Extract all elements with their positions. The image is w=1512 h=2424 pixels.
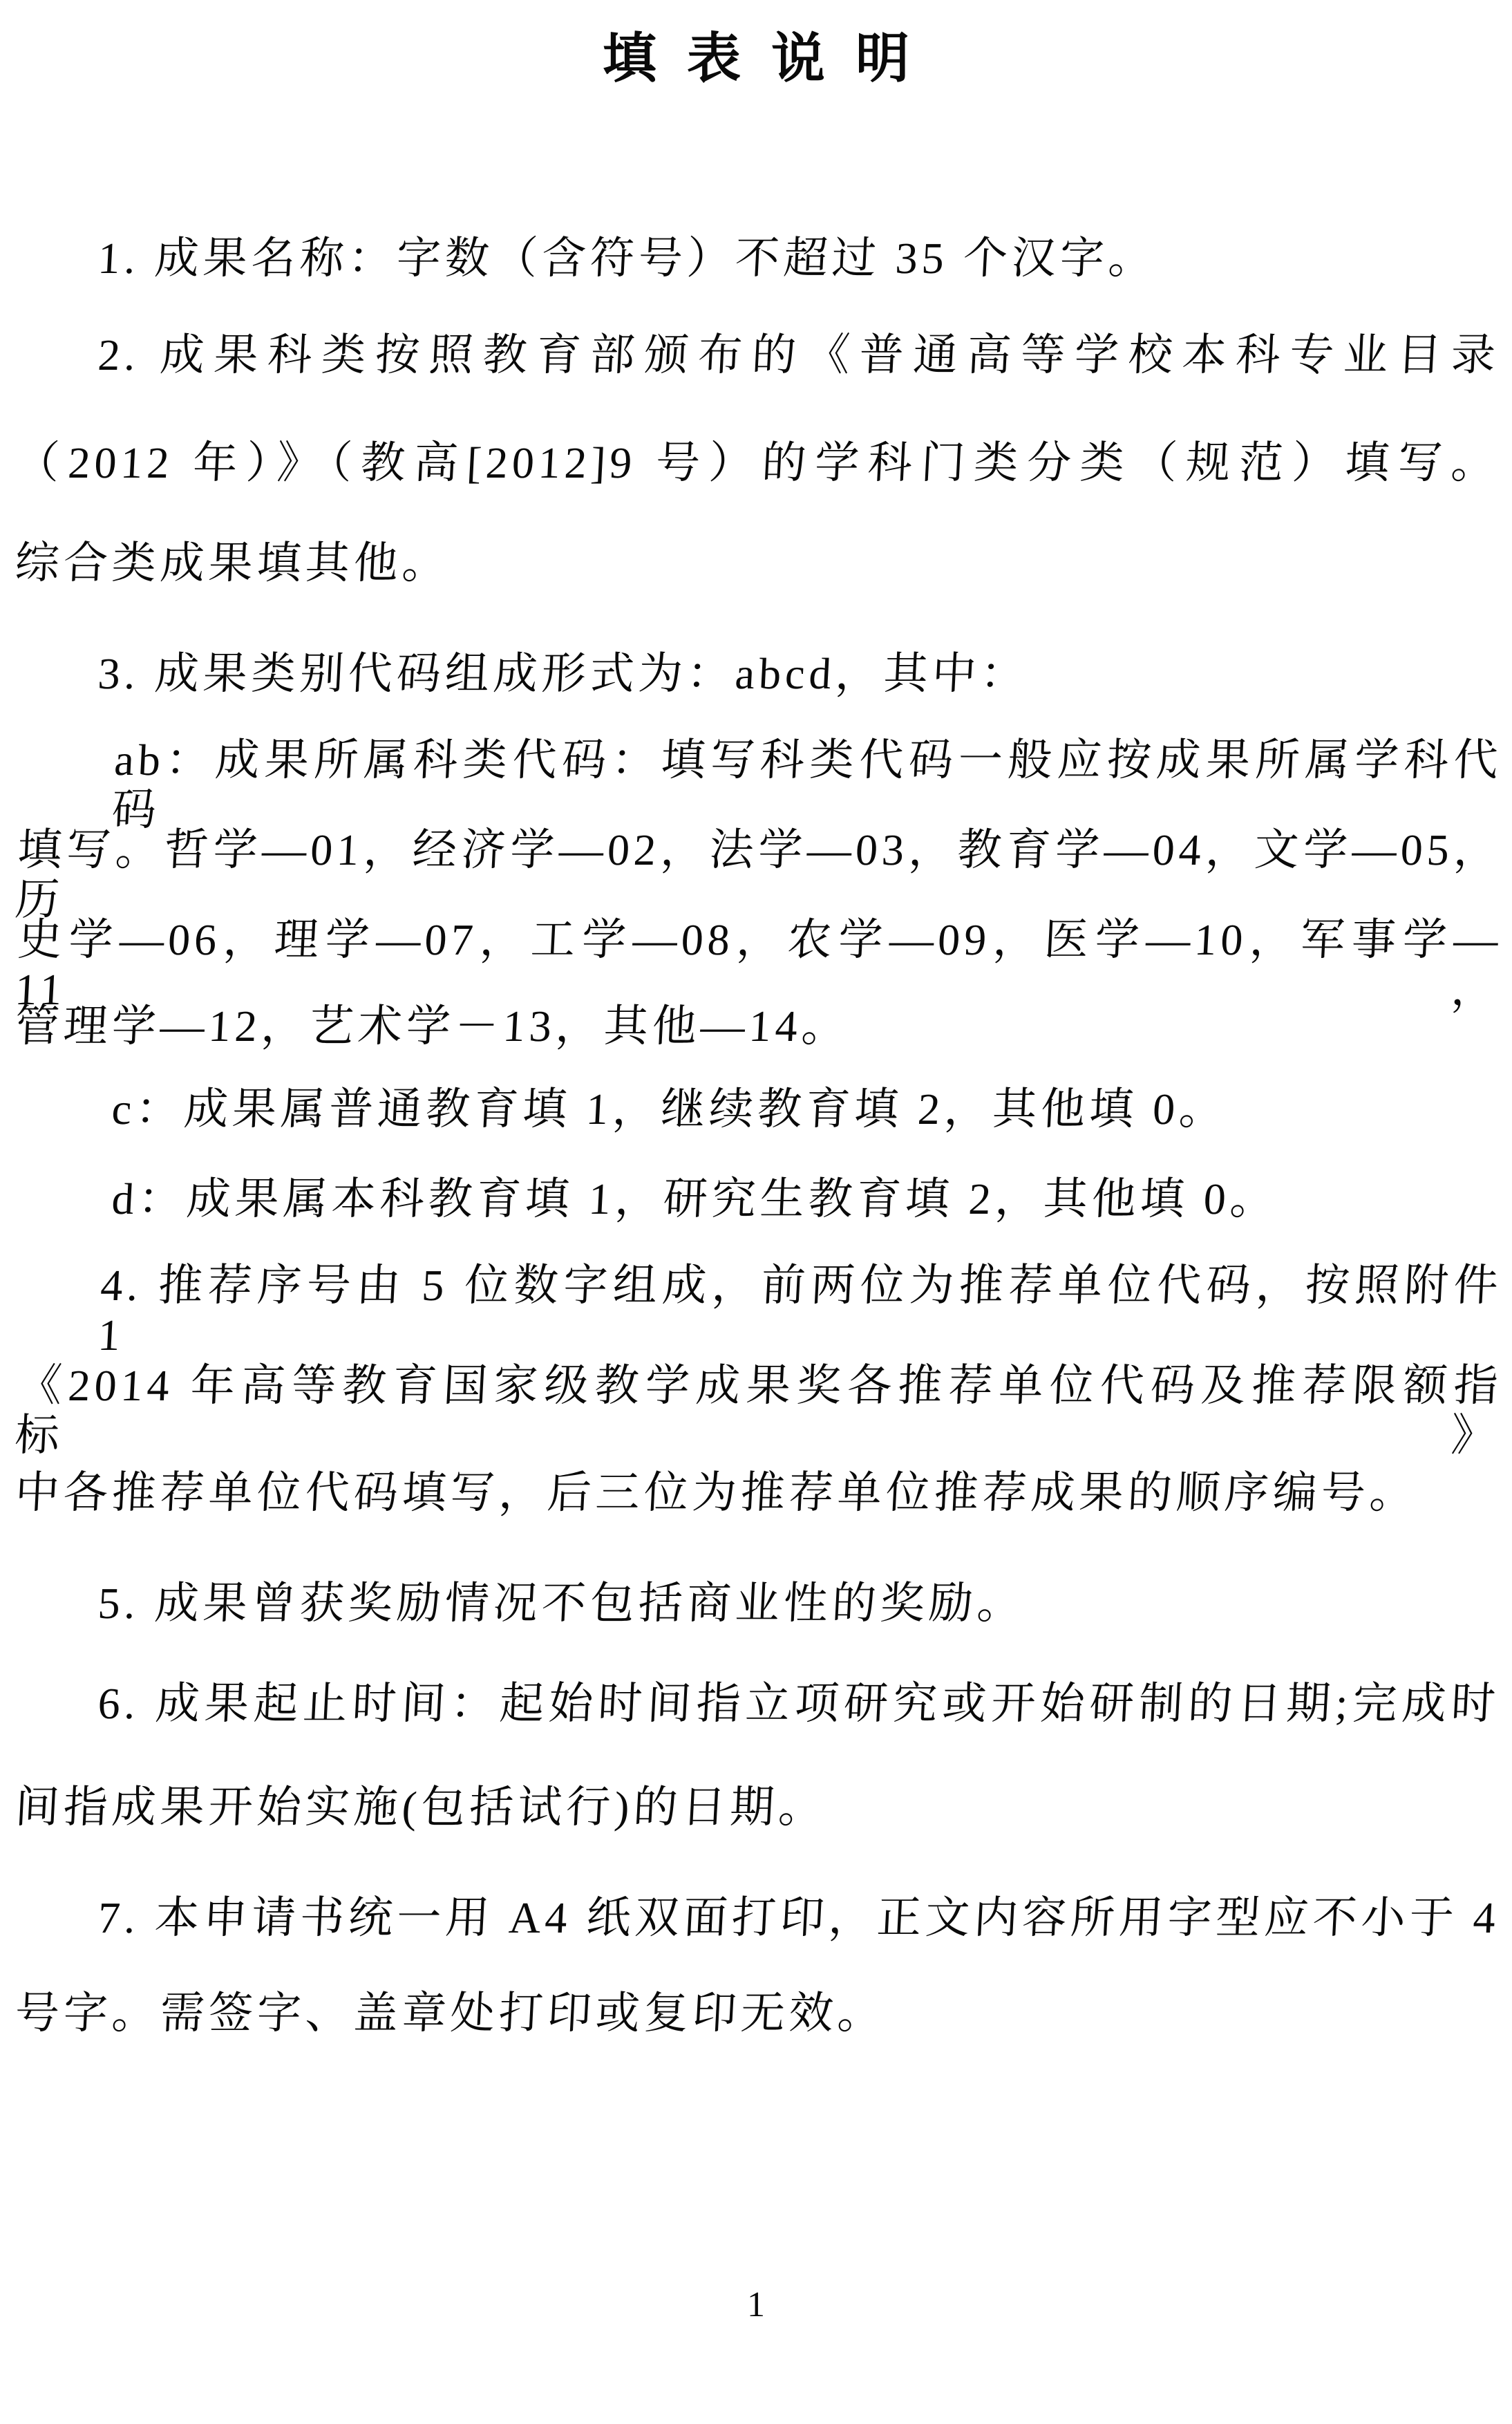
text-line-item3-d: d：成果属本科教育填 1，研究生教育填 2，其他填 0。 bbox=[111, 1174, 1280, 1223]
text-line-item2: 2. 成果科类按照教育部颁布的《普通高等学校本科专业目录 bbox=[97, 330, 1501, 379]
text-line-item3-codes2: 史学—06，理学—07，工学—08，农学—09，医学—10，军事学—11， bbox=[14, 915, 1504, 1014]
text-line-item3-ab: ab：成果所属科类代码：填写科类代码一般应按成果所属学科代码 bbox=[111, 735, 1504, 834]
text-line-item3: 3. 成果类别代码组成形式为：abcd，其中： bbox=[97, 649, 1030, 698]
text-line-item2-cont2: 综合类成果填其他。 bbox=[14, 538, 452, 588]
text-line-item7-cont: 号字。需签字、盖章处打印或复印无效。 bbox=[14, 1989, 887, 2038]
text-line-item4: 4. 推荐序号由 5 位数字组成，前两位为推荐单位代码，按照附件 1 bbox=[97, 1261, 1504, 1360]
text-line-item3-codes1: 填写。哲学—01，经济学—02，法学—03，教育学—04，文学—05，历 bbox=[14, 825, 1504, 924]
page-number: 1 bbox=[747, 2285, 765, 2324]
text-line-item3-c: c：成果属普通教育填 1，继续教育填 2，其他填 0。 bbox=[111, 1084, 1229, 1134]
text-line-item4-cont2: 中各推荐单位代码填写，后三位为推荐单位推荐成果的顺序编号。 bbox=[14, 1468, 1419, 1517]
page-title: 填表说明 bbox=[602, 28, 940, 88]
text-line-item2-cont1: （2012 年）》（教高[2012]9 号）的学科门类分类（规范）填写。 bbox=[14, 438, 1501, 487]
text-line-item7: 7. 本申请书统一用 A4 纸双面打印，正文内容所用字型应不小于 4 bbox=[97, 1893, 1501, 1942]
text-line-item3-codes3: 管理学—12，艺术学－13，其他—14。 bbox=[14, 1002, 851, 1051]
text-line-item4-cont1: 《2014 年高等教育国家级教学成果奖各推荐单位代码及推荐限额指标》 bbox=[14, 1361, 1504, 1460]
text-line-item1: 1. 成果名称：字数（含符号）不超过 35 个汉字。 bbox=[97, 234, 1158, 283]
text-line-item5: 5. 成果曾获奖励情况不包括商业性的奖励。 bbox=[97, 1579, 1027, 1628]
text-line-item6: 6. 成果起止时间：起始时间指立项研究或开始研制的日期;完成时 bbox=[97, 1679, 1501, 1728]
text-line-item6-cont: 间指成果开始实施(包括试行)的日期。 bbox=[14, 1783, 829, 1832]
